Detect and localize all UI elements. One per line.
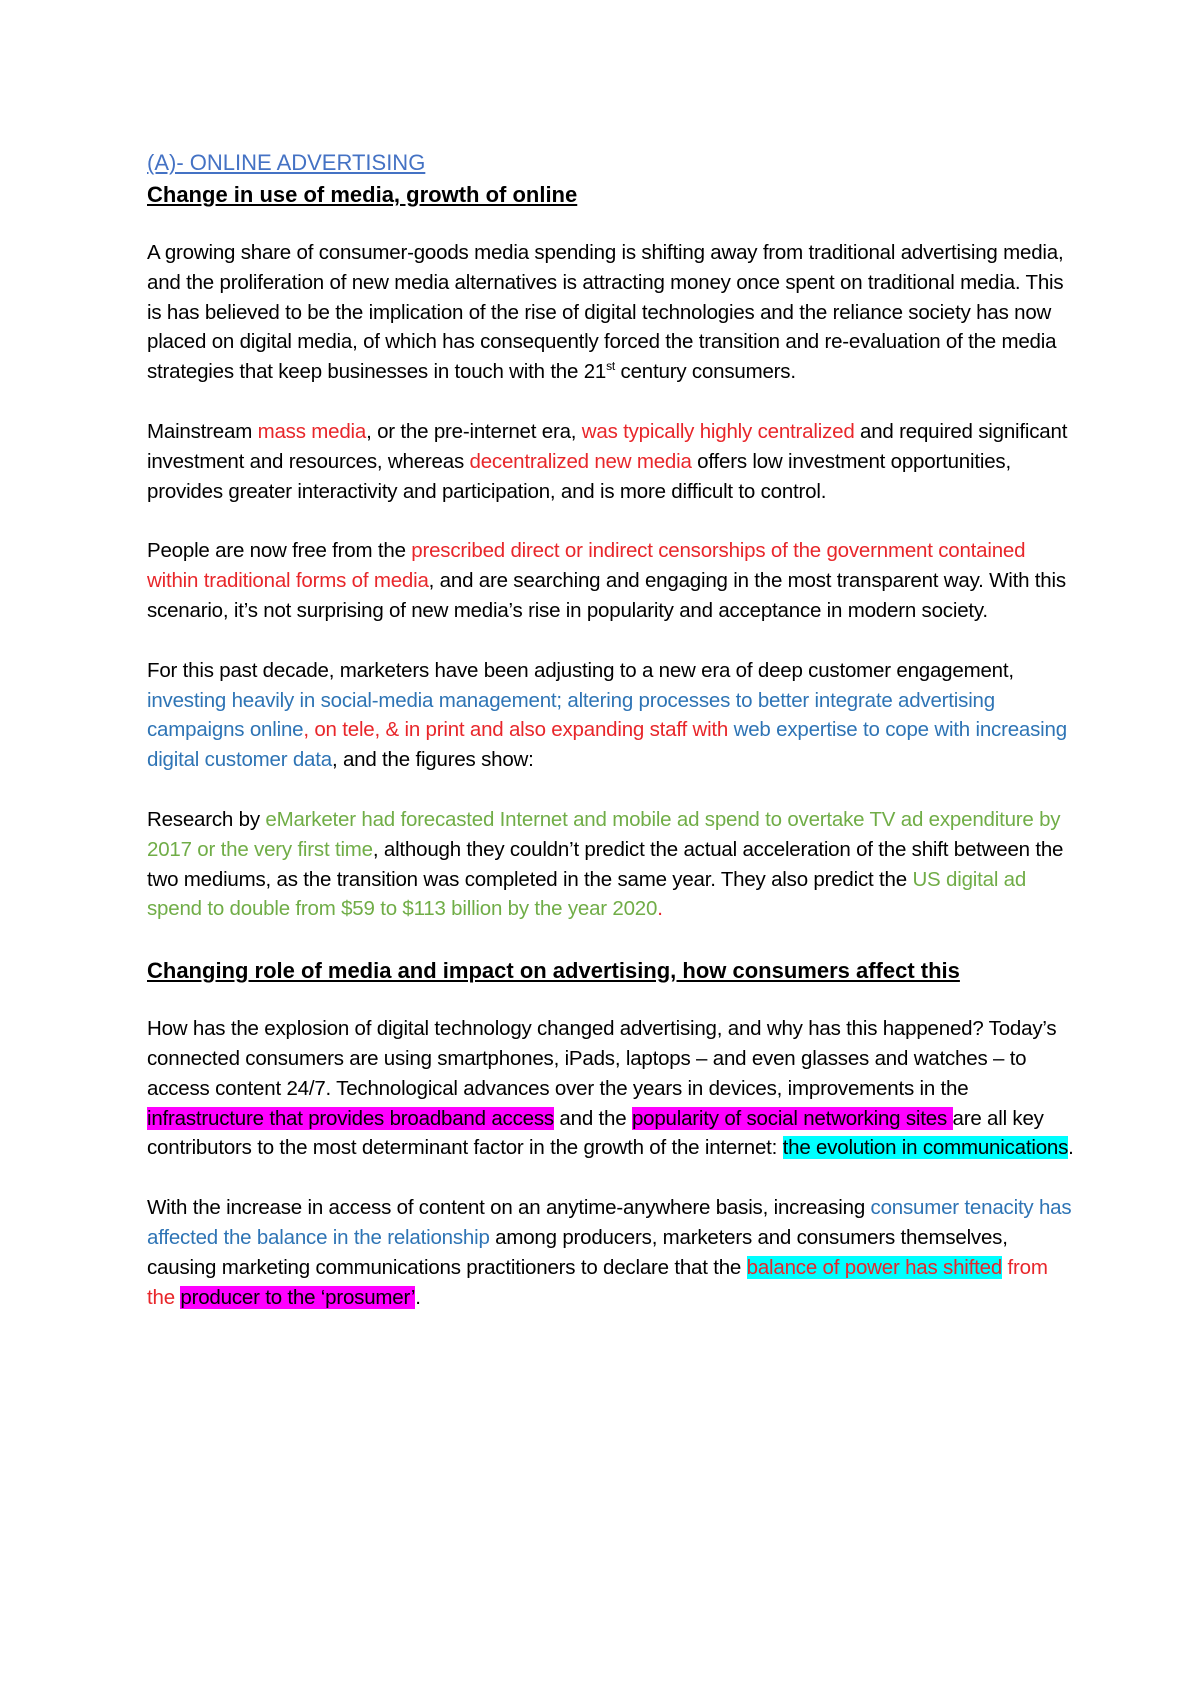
text-run: , and the figures show:: [331, 748, 534, 772]
text-run: , or the pre-internet era,: [366, 419, 582, 443]
paragraph-2: [147, 417, 1080, 506]
emphasis-red: prescribed direct or indirect censorships of the government contained within traditional forms of media: [147, 539, 1026, 593]
text-run: among producers, marketers and consumers themselves, causing marketing communications practitioners to declare that the: [147, 1225, 1008, 1279]
text-run: How has the explosion of digital technology changed advertising, and why has this happened? Today’s connected consumers are using smartphones, iPads, laptops – and even glasses and watches – to access content 24/7. Technological advances over the years in devices, improvements in the: [147, 1017, 1057, 1100]
section-heading-2: Changing role of media and impact on advertising, how consumers affect this: [147, 958, 960, 984]
paragraph-6: [147, 1014, 1080, 1163]
highlight-cyan: the evolution in communications: [782, 1136, 1069, 1160]
paragraph-7: [147, 1193, 1080, 1312]
paragraph-4: [147, 656, 1080, 775]
text-run: Mainstream: [147, 419, 258, 443]
text-run: are all key contributors to the most determinant factor in the growth of the internet:: [147, 1106, 1044, 1160]
highlight-magenta: producer to the ‘prosumer’: [180, 1285, 416, 1309]
paragraph-1-text-end: century consumers.: [615, 360, 796, 384]
text-run: .: [415, 1285, 421, 1309]
highlight-cyan-red: balance of power has shifted: [746, 1255, 1003, 1279]
emphasis-red: was typically highly centralized: [581, 419, 855, 443]
text-run: For this past decade, marketers have been adjusting to a new era of deep customer engagement,: [147, 658, 1014, 682]
emphasis-red: .: [657, 897, 663, 921]
emphasis-green: US digital ad spend to double from $59 to $113 billion by the year 2020: [147, 867, 1027, 921]
text-run: and the: [553, 1106, 632, 1130]
emphasis-red: from the: [147, 1255, 1048, 1309]
section-heading-1: Change in use of media, growth of online: [147, 182, 578, 207]
emphasis-red: decentralized new media: [469, 449, 692, 473]
paragraph-3: [147, 536, 1080, 625]
paragraph-5: [147, 805, 1080, 924]
text-run: offers low investment opportunities, provides greater interactivity and participation, and is more difficult to control.: [147, 449, 1011, 503]
emphasis-green: eMarketer had forecasted Internet and mobile ad spend to overtake TV ad expenditure by 2017 or the very first time: [147, 807, 1061, 861]
paragraph-1-text: A growing share of consumer-goods media spending is shifting away from traditional advertising media, and the proliferation of new media alternatives is attracting money once spent on traditional media. This is has believed to be the implication of the rise of digital technologies and the reliance society has now placed on digital media, of which has consequently forced the transition and re-evaluation of the media strategies that keep businesses in touch with the 21: [147, 241, 1064, 384]
text-run: People are now free from the: [147, 539, 412, 563]
text-run: , although they couldn’t predict the actual acceleration of the shift between the two mediums, as the transition was completed in the same year. They also predict the: [147, 837, 1064, 891]
highlight-magenta: popularity of social networking sites: [631, 1106, 953, 1130]
emphasis-blue: web expertise to cope with increasing digital customer data: [147, 718, 1067, 772]
text-run: , and are searching and engaging in the most transparent way. With this scenario, it’s not surprising of new media’s rise in popularity and acceptance in modern society.: [147, 569, 1066, 622]
text-run: Research by: [147, 807, 266, 831]
text-run: With the increase in access of content on an anytime-anywhere basis, increasing: [147, 1196, 871, 1220]
emphasis-red: mass media: [257, 419, 367, 443]
paragraph-1: [147, 238, 1080, 387]
ordinal-suffix: st: [606, 359, 616, 374]
document-title: (A)- ONLINE ADVERTISING: [147, 150, 426, 175]
text-run: .: [1068, 1136, 1074, 1160]
highlight-magenta: infrastructure that provides broadband access: [147, 1106, 554, 1130]
emphasis-red: , on tele, & in print and also expanding staff with: [303, 718, 729, 742]
emphasis-blue: investing heavily in social-media management; altering processes to better integrate advertising campaigns online: [147, 688, 995, 742]
text-run: and required significant investment and resources, whereas: [147, 419, 1068, 473]
emphasis-blue: consumer tenacity has affected the balance in the relationship: [147, 1196, 1072, 1249]
